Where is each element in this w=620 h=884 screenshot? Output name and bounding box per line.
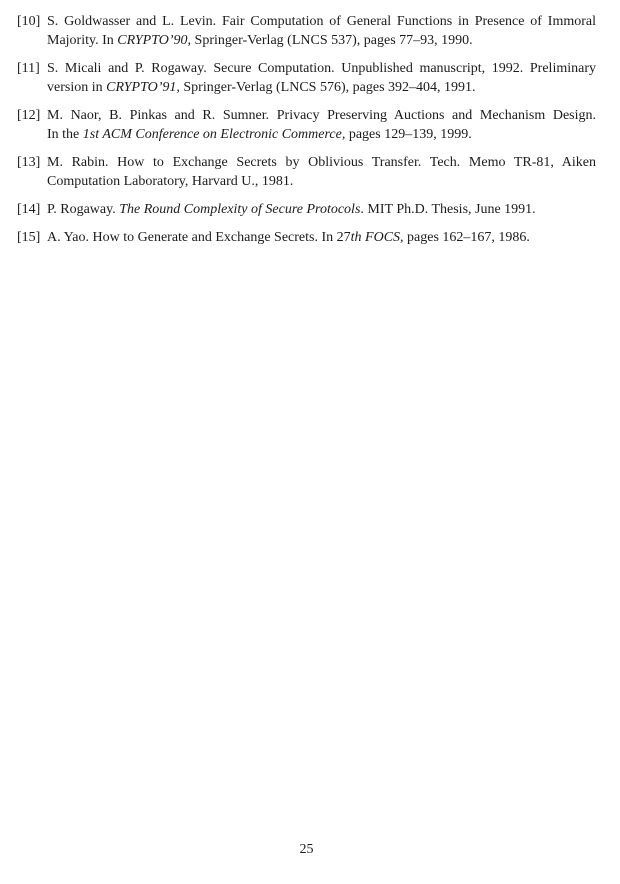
reference-segment-italic: CRYPTO’90, bbox=[117, 33, 192, 48]
reference-line bbox=[47, 228, 596, 247]
reference-segment-italic: th FOCS, bbox=[350, 230, 404, 245]
reference-segment: version in bbox=[47, 80, 107, 95]
reference-text bbox=[47, 200, 596, 219]
reference-label: [15] bbox=[17, 230, 41, 245]
reference-line bbox=[47, 125, 596, 144]
reference-item bbox=[17, 228, 596, 247]
reference-segment: Springer-Verlag (LNCS 576), pages 392–404, 1991. bbox=[179, 80, 476, 95]
reference-segment: A. Yao. How to Generate and Exchange Secrets. In 27 bbox=[47, 230, 351, 245]
reference-segment: In the bbox=[47, 127, 83, 142]
reference-segment: Springer-Verlag (LNCS 537), pages 77–93, 1990. bbox=[191, 33, 473, 48]
reference-segment: pages 129–139, 1999. bbox=[345, 127, 472, 142]
reference-segment: pages 162–167, 1986. bbox=[403, 230, 530, 245]
reference-segment: P. Rogaway. bbox=[47, 202, 120, 217]
reference-segment-italic: CRYPTO’91, bbox=[106, 80, 180, 95]
reference-line bbox=[47, 78, 596, 97]
page-number: 25 bbox=[299, 842, 314, 857]
reference-segment-italic: The Round Complexity of Secure Protocols bbox=[119, 202, 361, 217]
reference-segment: . MIT Ph.D. Thesis, June 1991. bbox=[360, 202, 536, 217]
reference-segment-italic: 1st ACM Conference on Electronic Commerce, bbox=[82, 127, 346, 142]
reference-segment: S. Goldwasser and L. Levin. Fair Computation of General Functions in Presence of Immoral bbox=[47, 14, 596, 29]
reference-item bbox=[17, 59, 596, 97]
reference-item bbox=[17, 153, 596, 191]
reference-text bbox=[47, 228, 596, 247]
reference-line bbox=[47, 59, 596, 78]
reference-item bbox=[17, 106, 596, 144]
reference-label: [11] bbox=[17, 61, 40, 76]
reference-label: [14] bbox=[17, 202, 41, 217]
reference-line bbox=[47, 200, 596, 219]
reference-line bbox=[47, 153, 596, 172]
reference-list bbox=[17, 12, 596, 256]
reference-text bbox=[47, 106, 596, 144]
reference-segment: Computation Laboratory, Harvard U., 1981. bbox=[47, 174, 294, 189]
reference-line bbox=[47, 106, 596, 125]
reference-item bbox=[17, 12, 596, 50]
reference-text bbox=[47, 59, 596, 97]
reference-line bbox=[47, 172, 596, 191]
reference-segment: Majority. In bbox=[47, 33, 118, 48]
reference-segment: M. Naor, B. Pinkas and R. Sumner. Privacy Preserving Auctions and Mechanism Design. bbox=[47, 108, 596, 123]
reference-item bbox=[17, 200, 596, 219]
reference-label: [13] bbox=[17, 155, 41, 170]
reference-line bbox=[47, 31, 596, 50]
reference-label: [12] bbox=[17, 108, 41, 123]
reference-segment: S. Micali and P. Rogaway. Secure Computation. Unpublished manuscript, 1992. Preliminary bbox=[47, 61, 596, 76]
reference-text bbox=[47, 153, 596, 191]
reference-segment: M. Rabin. How to Exchange Secrets by Oblivious Transfer. Tech. Memo TR-81, Aiken bbox=[47, 155, 596, 170]
reference-text bbox=[47, 12, 596, 50]
reference-label: [10] bbox=[17, 14, 41, 29]
reference-line bbox=[47, 12, 596, 31]
